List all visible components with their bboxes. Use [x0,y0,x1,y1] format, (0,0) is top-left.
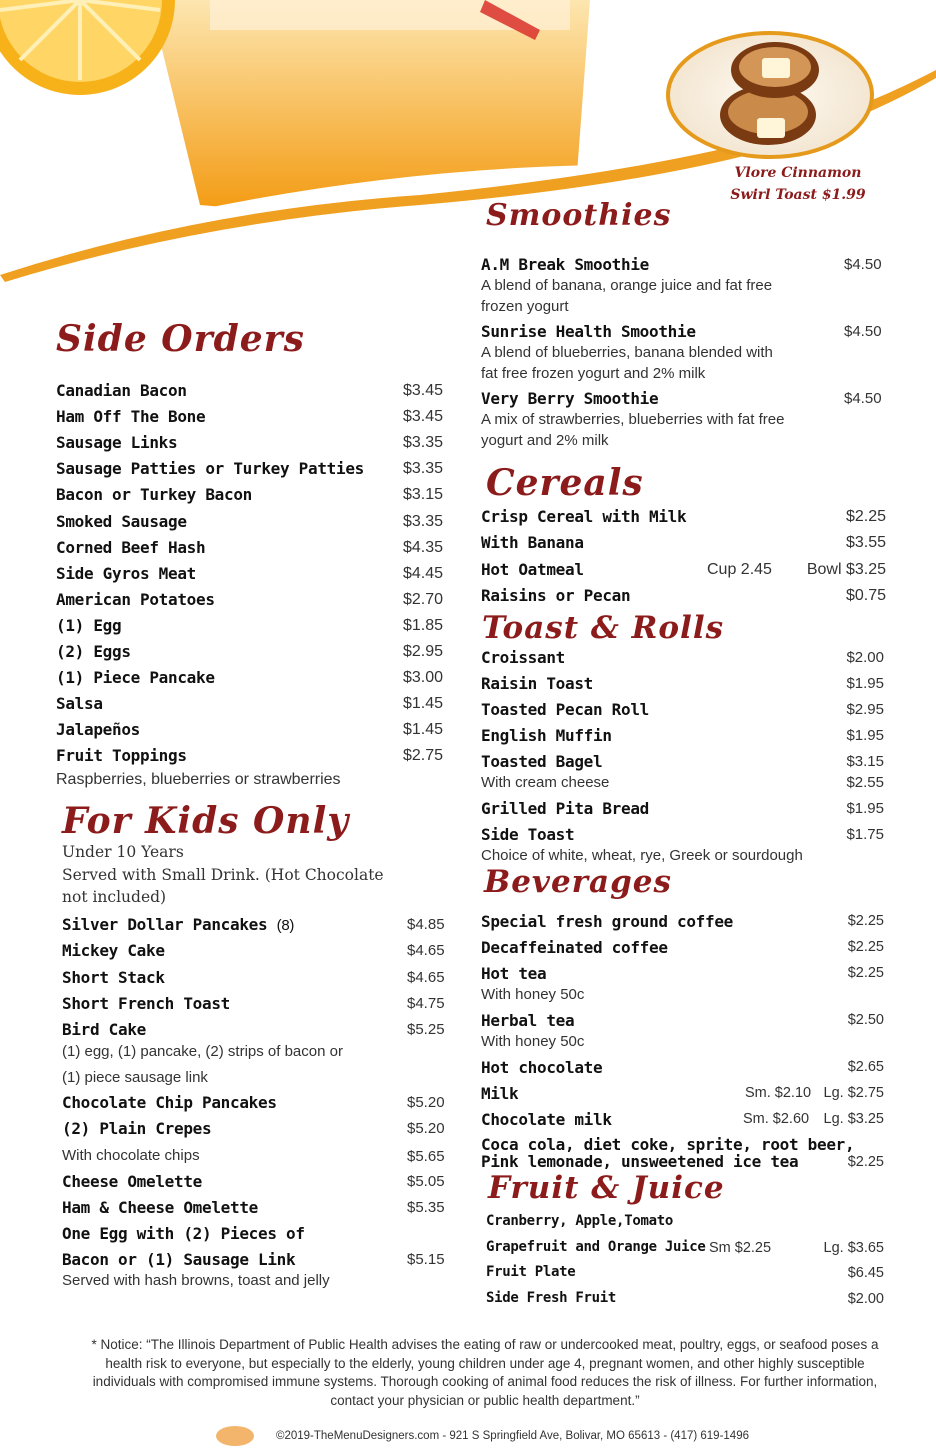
item-name: With chocolate chips [62,1147,200,1164]
kids-subtitle: not included) [62,888,167,906]
item-description: A blend of banana, orange juice and fat free [481,277,773,294]
item-name: With Banana [481,533,584,552]
item-price: $1.45 [403,695,444,712]
item-price: $5.25 [407,1021,445,1038]
list-item [481,389,886,413]
list-item [481,700,884,724]
list-item [56,616,446,640]
item-name: Grilled Pita Bread [481,799,649,818]
list-item [481,1084,884,1108]
kids-title: For Kids Only [62,800,350,842]
item-price: $3.15 [403,486,444,503]
item-price: $2.95 [403,643,444,660]
menu-designers-logo-icon [216,1426,254,1446]
list-item [481,255,886,279]
item-price: Lg. $2.75 [823,1085,884,1101]
item-description: With cream cheese [481,774,610,791]
kids-subtitle: Under 10 Years [62,843,184,861]
list-item [481,507,886,531]
kids-subtitle: Served with Small Drink. (Hot Chocolate [62,866,384,884]
item-name: Crisp Cereal with Milk [481,507,687,526]
item-price-cup: Cup 2.45 [707,561,772,578]
list-item [481,586,886,610]
item-name: (2) Eggs [56,642,131,661]
item-price: $5.15 [407,1251,445,1268]
list-item [56,694,446,718]
list-item [56,381,446,405]
list-item [486,1290,884,1314]
item-description: Choice of white, wheat, rye, Greek or sourdough [481,847,803,864]
item-name: Ham Off The Bone [56,407,206,426]
item-name: (1) Piece Pancake [56,668,215,687]
item-price: Bowl $3.25 [806,561,886,578]
item-description: fat free frozen yogurt and 2% milk [481,365,706,382]
item-name: Jalapeños [56,720,140,739]
item-price: $3.45 [403,382,444,399]
list-item [56,720,446,744]
item-name: Side Gyros Meat [56,564,196,583]
item-name: Mickey Cake [62,941,165,960]
item-name: Cranberry, Apple,Tomato [486,1213,673,1229]
item-price: $4.50 [844,390,882,407]
item-description: frozen yogurt [481,298,569,315]
item-price: $3.35 [403,513,444,530]
list-item [62,915,452,939]
item-name: Short Stack [62,968,165,987]
item-name: Coca cola, diet coke, sprite, root beer, [481,1135,855,1154]
item-price: $2.00 [847,1291,884,1307]
item-description: Raspberries, blueberries or strawberries [56,771,341,788]
list-item [481,938,884,962]
featured-caption-line2: Swirl Toast $1.99 [730,187,866,203]
item-price: $2.65 [847,1059,884,1075]
item-price: $3.55 [845,534,886,551]
item-description: (1) piece sausage link [62,1069,208,1086]
item-name: Croissant [481,648,565,667]
item-description: A mix of strawberries, blueberries with fat free [481,411,785,428]
item-price-small: Sm. $2.60 [743,1111,810,1127]
list-item [481,799,884,823]
list-item [481,674,884,698]
list-item [486,1213,884,1237]
list-item [56,433,446,457]
item-description: yogurt and 2% milk [481,432,609,449]
item-name: Side Toast [481,825,575,844]
item-price: $4.45 [403,565,444,582]
item-name: Very Berry Smoothie [481,389,659,408]
item-price: $2.25 [847,939,884,955]
item-name: Hot Oatmeal [481,560,584,579]
list-item [486,1264,884,1288]
list-item [56,538,446,562]
cereals-title: Cereals [486,462,644,504]
item-price: $1.45 [403,721,444,738]
item-price: $3.35 [403,434,444,451]
item-name: Grapefruit and Orange Juice [486,1239,706,1255]
item-name: Raisins or Pecan [481,586,631,605]
item-name: Sausage Links [56,433,178,452]
item-price: $4.50 [844,323,882,340]
list-item [62,1147,452,1171]
list-item [56,564,446,588]
item-price: $5.35 [407,1199,445,1216]
list-item [56,668,446,692]
item-price: $5.05 [407,1173,445,1190]
item-name: Decaffeinated coffee [481,938,668,957]
item-qty: (8) [276,917,295,934]
item-price: $3.00 [403,669,444,686]
item-price: $1.95 [846,675,884,692]
item-name: Chocolate milk [481,1110,612,1129]
item-price: $2.95 [846,701,884,718]
item-price: $1.75 [846,826,884,843]
list-item [56,485,446,509]
item-name: Smoked Sausage [56,512,187,531]
list-item [486,1239,884,1263]
item-price: $2.00 [846,649,884,666]
item-name: Corned Beef Hash [56,538,206,557]
item-name: Toasted Pecan Roll [481,700,649,719]
item-price: $0.75 [845,587,886,604]
item-name: Side Fresh Fruit [486,1290,617,1306]
item-description: With honey 50c [481,986,585,1003]
item-name [62,915,294,934]
list-item [481,533,886,557]
item-price: $1.95 [846,727,884,744]
item-name: Cheese Omelette [62,1172,202,1191]
list-item [481,1110,884,1134]
item-name: Milk [481,1084,519,1103]
item-name: (2) Plain Crepes [62,1119,212,1138]
list-item [481,1011,884,1035]
list-item [481,1136,884,1176]
list-item [62,941,452,965]
item-price: $4.35 [403,539,444,556]
list-item [481,912,884,936]
item-name: Bird Cake [62,1020,146,1039]
item-price: $5.20 [407,1094,445,1111]
list-item [62,1172,452,1196]
list-item [62,1250,452,1274]
list-item [481,322,886,346]
item-price: $2.25 [847,1154,884,1170]
list-item [56,459,446,483]
item-name: Short French Toast [62,994,230,1013]
list-item [62,1198,452,1222]
list-item [56,746,446,770]
item-price: $2.25 [847,913,884,929]
item-name: Hot tea [481,964,547,983]
item-name-text: Silver Dollar Pancakes [62,915,268,934]
item-name: Fruit Toppings [56,746,187,765]
list-item [62,994,452,1018]
featured-caption [728,162,868,206]
item-price: $4.75 [407,995,445,1012]
list-item [62,968,452,992]
item-price: $3.35 [403,460,444,477]
list-item [62,1224,452,1248]
item-price: $5.65 [407,1148,445,1165]
item-price: $4.65 [407,942,445,959]
item-price-small: Sm. $2.10 [745,1085,812,1101]
toast-title: Toast & Rolls [482,610,725,646]
item-price: $6.45 [847,1265,884,1281]
item-price: $2.55 [846,774,884,791]
item-description: With honey 50c [481,1033,585,1050]
item-name: Toasted Bagel [481,752,603,771]
item-price: $5.20 [407,1120,445,1137]
item-name: Sunrise Health Smoothie [481,322,696,341]
item-name: Fruit Plate [486,1264,576,1280]
item-price-small: Sm $2.25 [709,1240,772,1256]
item-price: $2.70 [403,591,444,608]
item-name: A.M Break Smoothie [481,255,649,274]
item-price: $3.15 [846,753,884,770]
header-artwork [0,0,936,290]
list-item [481,825,884,849]
item-price: $2.25 [845,508,886,525]
beverages-title: Beverages [484,864,672,900]
item-name: Salsa [56,694,103,713]
item-price: $2.25 [847,965,884,981]
item-name: Chocolate Chip Pancakes [62,1093,277,1112]
item-description: Served with hash browns, toast and jelly [62,1272,330,1289]
smoothies-title: Smoothies [486,198,672,233]
list-item [56,642,446,666]
list-item [62,1020,452,1044]
item-name: English Muffin [481,726,612,745]
item-name: Hot chocolate [481,1058,603,1077]
item-name: (1) Egg [56,616,122,635]
health-notice: * Notice: “The Illinois Department of Public Health advises the eating of raw or undercooked meat, poultry, eggs, or seafood poses a health risk to everyone, but especially to the elderly, young children under age 4, pregnant women, and other highly susceptible individuals with compromised immune systems. Thorough cooking of animal food reduces the risk of illness. For further information, contact your physician or public health department.” [91,1337,879,1408]
item-price: $2.50 [847,1012,884,1028]
list-item [481,752,884,776]
item-name: Bacon or Turkey Bacon [56,485,252,504]
item-name: American Potatoes [56,590,215,609]
item-name: Canadian Bacon [56,381,187,400]
item-name-line2: Pink lemonade, unsweetened ice tea [481,1152,799,1171]
list-item [481,774,884,798]
list-item [56,590,446,614]
list-item [481,1058,884,1082]
item-description: A blend of blueberries, banana blended with [481,344,773,361]
item-name: Sausage Patties or Turkey Patties [56,459,364,478]
item-description: (1) egg, (1) pancake, (2) strips of bacon or [62,1043,343,1060]
item-price: $4.65 [407,969,445,986]
list-item [56,407,446,431]
item-name: Bacon or (1) Sausage Link [62,1250,296,1269]
list-item [481,964,884,988]
list-item [481,560,886,584]
list-item [481,648,884,672]
item-price: $1.85 [403,617,444,634]
list-item [481,726,884,750]
item-price: $4.50 [844,256,882,273]
item-name: Special fresh ground coffee [481,912,733,931]
item-name: Raisin Toast [481,674,593,693]
side-orders-title: Side Orders [56,318,305,360]
list-item [56,512,446,536]
list-item [62,1119,452,1143]
fruit-title: Fruit & Juice [488,1170,725,1206]
item-name: One Egg with (2) Pieces of [62,1224,305,1243]
list-item [62,1093,452,1117]
item-price: $3.45 [403,408,444,425]
item-name: Herbal tea [481,1011,575,1030]
footer-text: ©2019-TheMenuDesigners.com - 921 S Springfield Ave, Bolivar, MO 65613 - (417) 619-1496 [276,1430,749,1442]
item-price: Lg. $3.65 [823,1240,884,1256]
item-price: $2.75 [403,747,444,764]
item-name: Ham & Cheese Omelette [62,1198,258,1217]
item-price: $4.85 [407,916,445,933]
item-price: $1.95 [846,800,884,817]
item-price: Lg. $3.25 [823,1111,884,1127]
featured-caption-line1: Vlore Cinnamon [734,165,862,181]
